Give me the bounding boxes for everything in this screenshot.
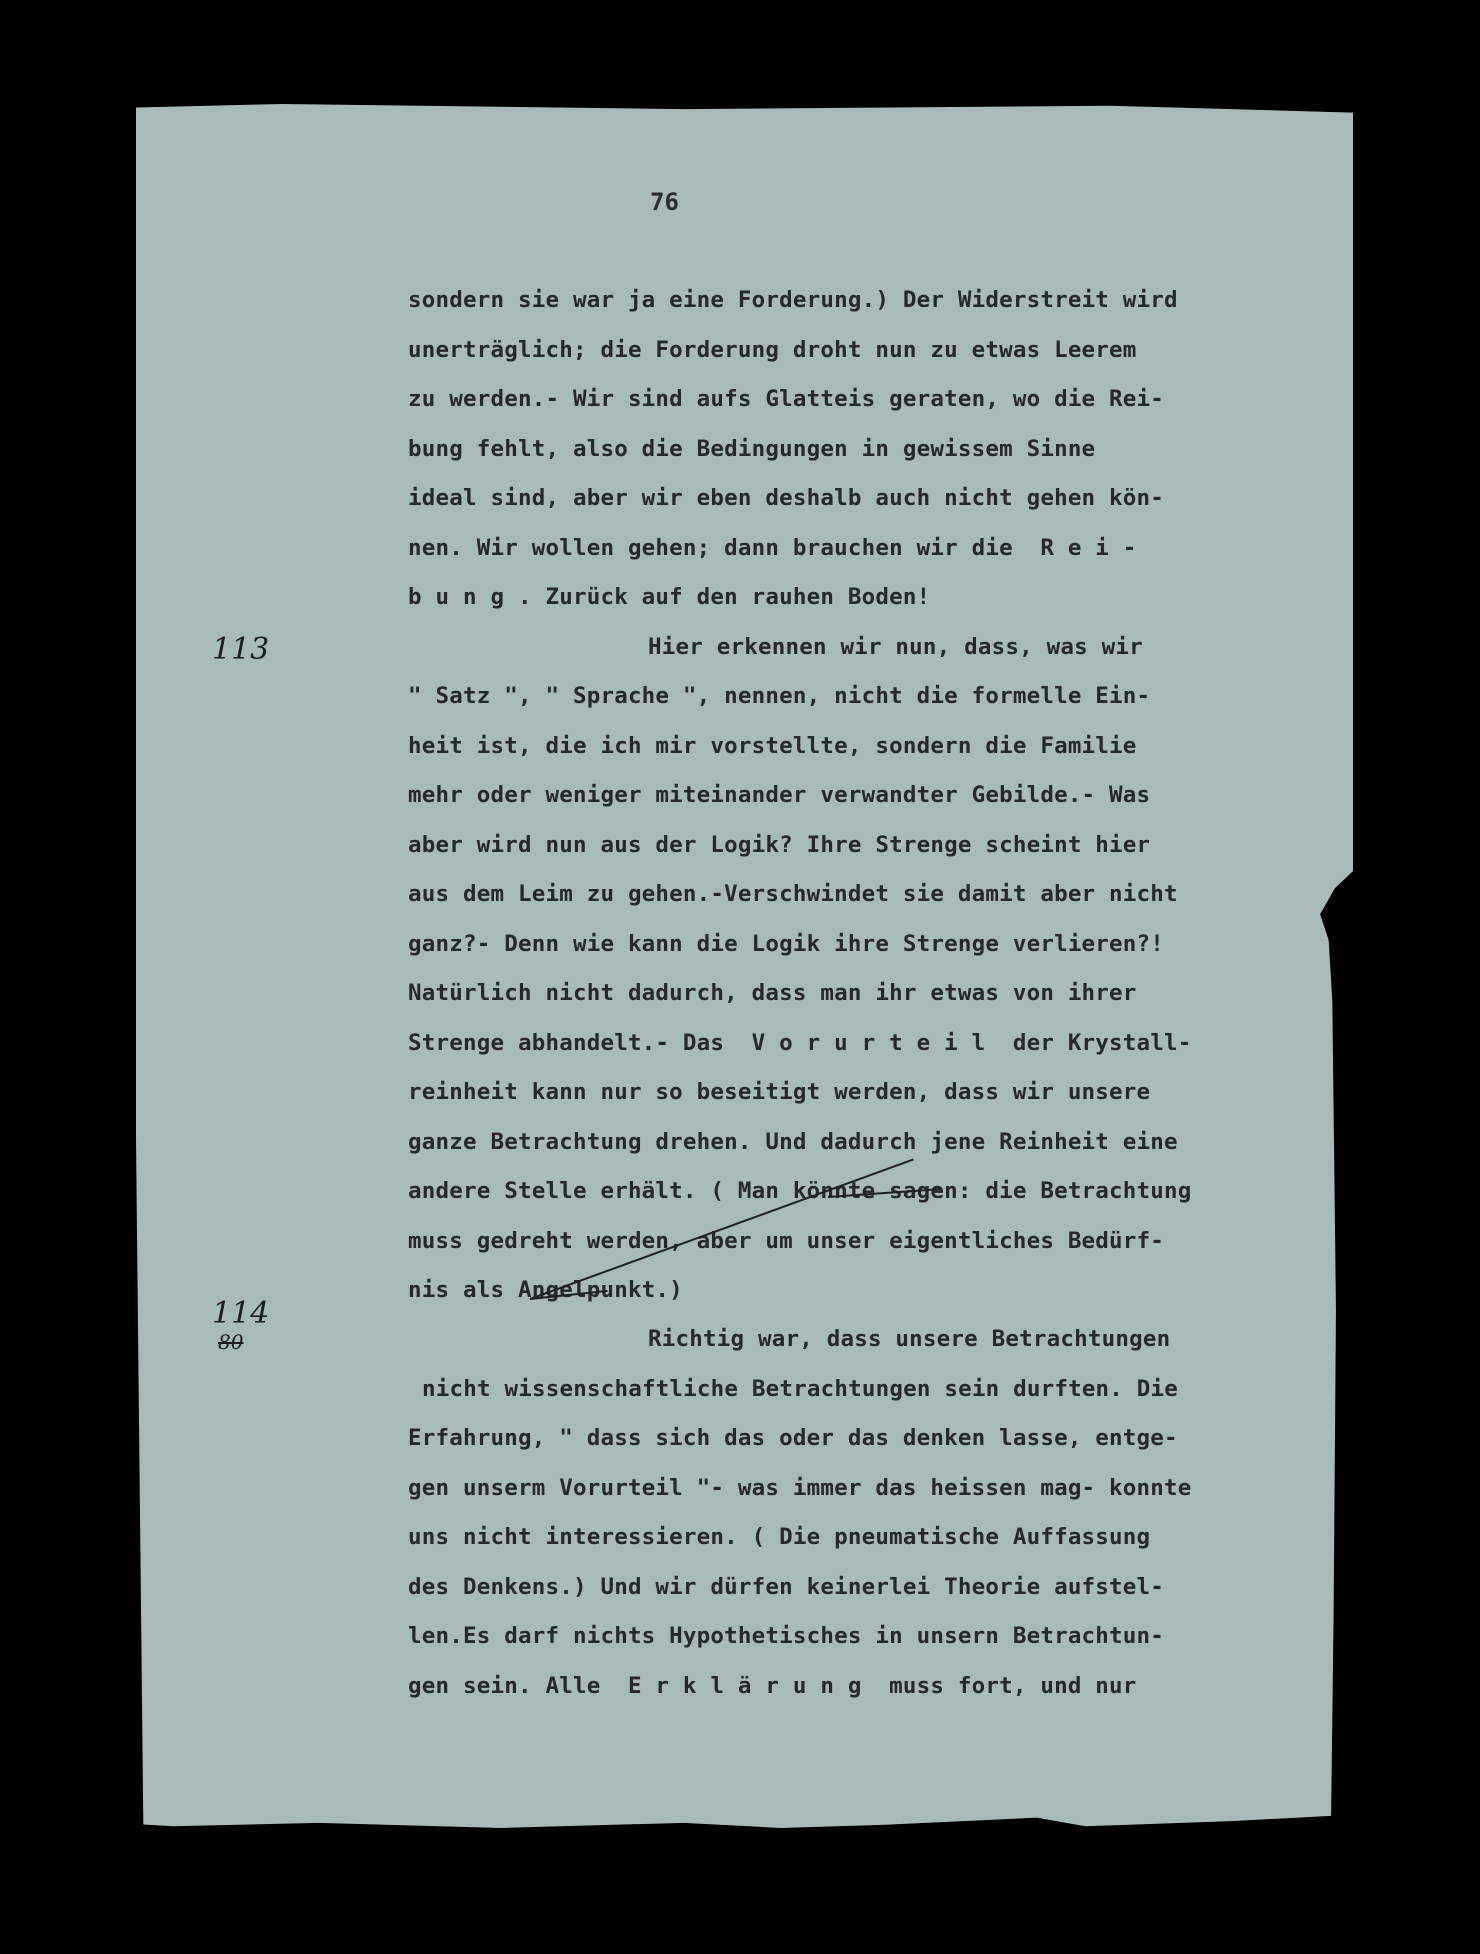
text-line: gen sein. Alle E r k l ä r u n g muss fort, und nur [408,1673,1137,1699]
text-line: nicht wissenschaftliche Betrachtungen sein durften. Die [422,1376,1179,1402]
text-line: mehr oder weniger miteinander verwandter Gebilde.- Was [408,782,1151,808]
margin-note-113: 113 [212,632,270,667]
text-line: muss gedreht werden, aber um unser eigentliches Bedürf- [408,1228,1165,1254]
page-number: 76 [650,188,679,216]
text-line: nis als Angelpunkt.) [408,1277,683,1303]
text-line: ideal sind, aber wir eben deshalb auch nicht gehen kön- [408,485,1165,511]
text-line: Erfahrung, " dass sich das oder das denken lasse, entge- [408,1425,1178,1451]
text-line: Strenge abhandelt.- Das V o r u r t e i l der Krystall- [408,1030,1192,1056]
text-line: Richtig war, dass unsere Betrachtungen [648,1326,1171,1352]
text-line: Natürlich nicht dadurch, dass man ihr etwas von ihrer [408,980,1137,1006]
text-line: " Satz ", " Sprache ", nennen, nicht die formelle Ein- [408,683,1151,709]
text-line: uns nicht interessieren. ( Die pneumatische Auffassung [408,1524,1151,1550]
text-line: gen unserm Vorurteil "- was immer das heissen mag- konnte [408,1475,1192,1501]
text-line: heit ist, die ich mir vorstellte, sondern die Familie [408,733,1137,759]
text-line: nen. Wir wollen gehen; dann brauchen wir die R e i - [408,535,1137,561]
text-line: sondern sie war ja eine Forderung.) Der Widerstreit wird [408,287,1178,313]
text-line: des Denkens.) Und wir dürfen keinerlei Theorie aufstel- [408,1574,1165,1600]
text-line: b u n g . Zurück auf den rauhen Boden! [408,584,931,610]
text-line: reinheit kann nur so beseitigt werden, dass wir unsere [408,1079,1151,1105]
text-line: ganze Betrachtung drehen. Und dadurch jene Reinheit eine [408,1129,1178,1155]
text-line: unerträglich; die Forderung droht nun zu etwas Leerem [408,337,1137,363]
text-line: aber wird nun aus der Logik? Ihre Strenge scheint hier [408,832,1151,858]
text-line: len.Es darf nichts Hypothetisches in unsern Betrachtun- [408,1623,1165,1649]
text-line: Hier erkennen wir nun, dass, was wir [648,634,1143,660]
text-line: ganz?- Denn wie kann die Logik ihre Strenge verlieren?! [408,931,1165,957]
text-line: bung fehlt, also die Bedingungen in gewissem Sinne [408,436,1096,462]
text-line: aus dem Leim zu gehen.-Verschwindet sie damit aber nicht [408,881,1178,907]
margin-note-struck-80: 80 [218,1330,244,1354]
text-line: zu werden.- Wir sind aufs Glatteis geraten, wo die Rei- [408,386,1165,412]
text-line: andere Stelle erhält. ( Man könnte sagen: die Betrachtung [408,1178,1192,1204]
margin-note-114: 114 [212,1296,270,1331]
